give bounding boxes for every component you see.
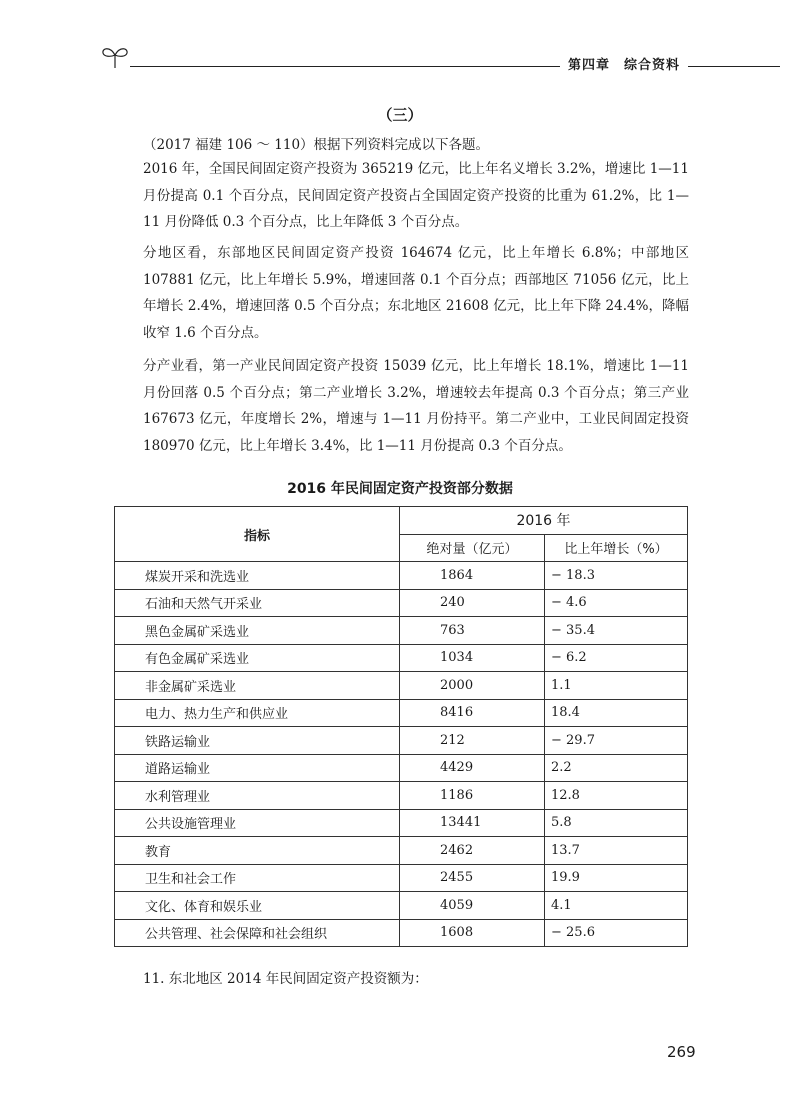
row-name: 非金属矿采选业	[115, 672, 400, 700]
row-name: 电力、热力生产和供应业	[115, 699, 400, 727]
row-growth: − 4.6	[545, 589, 688, 617]
row-growth: 19.9	[545, 864, 688, 892]
row-growth: 12.8	[545, 782, 688, 810]
table-row	[115, 562, 688, 590]
chapter-section: 综合资料	[623, 58, 680, 73]
table-row	[115, 617, 688, 645]
table-row	[115, 644, 688, 672]
row-absolute: 2455	[400, 864, 545, 892]
row-name: 文化、体育和娱乐业	[115, 892, 400, 920]
table-row	[115, 672, 688, 700]
row-absolute: 2000	[400, 672, 545, 700]
paragraph-national: 2016 年，全国民间固定资产投资为 365219 亿元，比上年名义增长 3.2%，增速比 1—11 月份提高 0.1 个百分点，民间固定资产投资占全国固定资产投资的比重为 61.2%，比 1—11 月份降低 0.3 个百分点，比上年降低 3 个百分点。	[143, 161, 689, 230]
source-line: （2017 福建 106 ～ 110）根据下列资料完成以下各题。	[143, 137, 490, 153]
row-absolute: 212	[400, 727, 545, 755]
row-absolute: 2462	[400, 837, 545, 865]
row-absolute: 1186	[400, 782, 545, 810]
row-absolute: 4059	[400, 892, 545, 920]
paragraph-industries: 分产业看，第一产业民间固定资产投资 15039 亿元，比上年增长 18.1%，增速比 1—11 月份回落 0.5 个百分点；第二产业增长 3.2%，增速较去年提高 0.3 个百分点；第三产业 167673 亿元，年度增长 2%，增速与 1—11 月份持平。第二产业中，工业民间固定投资 180970 亿元，比上年增长 3.4%，比 1—11 月份提高 0.3 个百分点。	[143, 358, 689, 454]
page-number: 269	[667, 1043, 696, 1061]
paragraph-regions: 分地区看，东部地区民间固定资产投资 164674 亿元，比上年增长 6.8%；中部地区 107881 亿元，比上年增长 5.9%，增速回落 0.1 个百分点；西部地区 71056 亿元，比上年增长 2.4%，增速回落 0.5 个百分点；东北地区 21608 亿元，比上年下降 24.4%，降幅收窄 1.6 个百分点。	[143, 245, 689, 341]
row-name: 煤炭开采和洗选业	[115, 562, 400, 590]
table-row	[115, 589, 688, 617]
row-absolute: 4429	[400, 754, 545, 782]
table-row	[115, 699, 688, 727]
table-row	[115, 892, 688, 920]
row-name: 公共设施管理业	[115, 809, 400, 837]
table-row	[115, 837, 688, 865]
header-absolute: 绝对量（亿元）	[400, 534, 545, 562]
sprout-icon	[100, 44, 130, 70]
header-year: 2016 年	[400, 507, 688, 535]
investment-table	[114, 506, 688, 947]
row-growth: − 6.2	[545, 644, 688, 672]
row-name: 铁路运输业	[115, 727, 400, 755]
row-absolute: 763	[400, 617, 545, 645]
row-name: 公共管理、社会保障和社会组织	[115, 919, 400, 947]
row-growth: − 29.7	[545, 727, 688, 755]
table-row	[115, 754, 688, 782]
row-absolute: 13441	[400, 809, 545, 837]
chapter-label	[560, 54, 688, 73]
row-absolute: 8416	[400, 699, 545, 727]
row-growth: 4.1	[545, 892, 688, 920]
row-growth: 18.4	[545, 699, 688, 727]
row-growth: 13.7	[545, 837, 688, 865]
question-11: 11. 东北地区 2014 年民间固定资产投资额为：	[143, 971, 428, 987]
row-name: 石油和天然气开采业	[115, 589, 400, 617]
row-growth: − 25.6	[545, 919, 688, 947]
table-row	[115, 809, 688, 837]
header-indicator: 指标	[115, 507, 400, 562]
row-name: 卫生和社会工作	[115, 864, 400, 892]
row-growth: − 35.4	[545, 617, 688, 645]
row-growth: 2.2	[545, 754, 688, 782]
table-row	[115, 919, 688, 947]
page-header	[100, 38, 780, 78]
row-absolute: 1034	[400, 644, 545, 672]
row-absolute: 1864	[400, 562, 545, 590]
table-row	[115, 782, 688, 810]
section-title: （三）	[377, 106, 423, 124]
table-row	[115, 864, 688, 892]
row-name: 教育	[115, 837, 400, 865]
row-growth: 1.1	[545, 672, 688, 700]
chapter-number: 第四章	[567, 58, 610, 73]
row-name: 黑色金属矿采选业	[115, 617, 400, 645]
row-name: 有色金属矿采选业	[115, 644, 400, 672]
table-row	[115, 727, 688, 755]
table-title: 2016 年民间固定资产投资部分数据	[287, 481, 513, 497]
row-absolute: 240	[400, 589, 545, 617]
row-growth: − 18.3	[545, 562, 688, 590]
row-absolute: 1608	[400, 919, 545, 947]
row-name: 水利管理业	[115, 782, 400, 810]
header-growth: 比上年增长（%）	[545, 534, 688, 562]
row-growth: 5.8	[545, 809, 688, 837]
row-name: 道路运输业	[115, 754, 400, 782]
